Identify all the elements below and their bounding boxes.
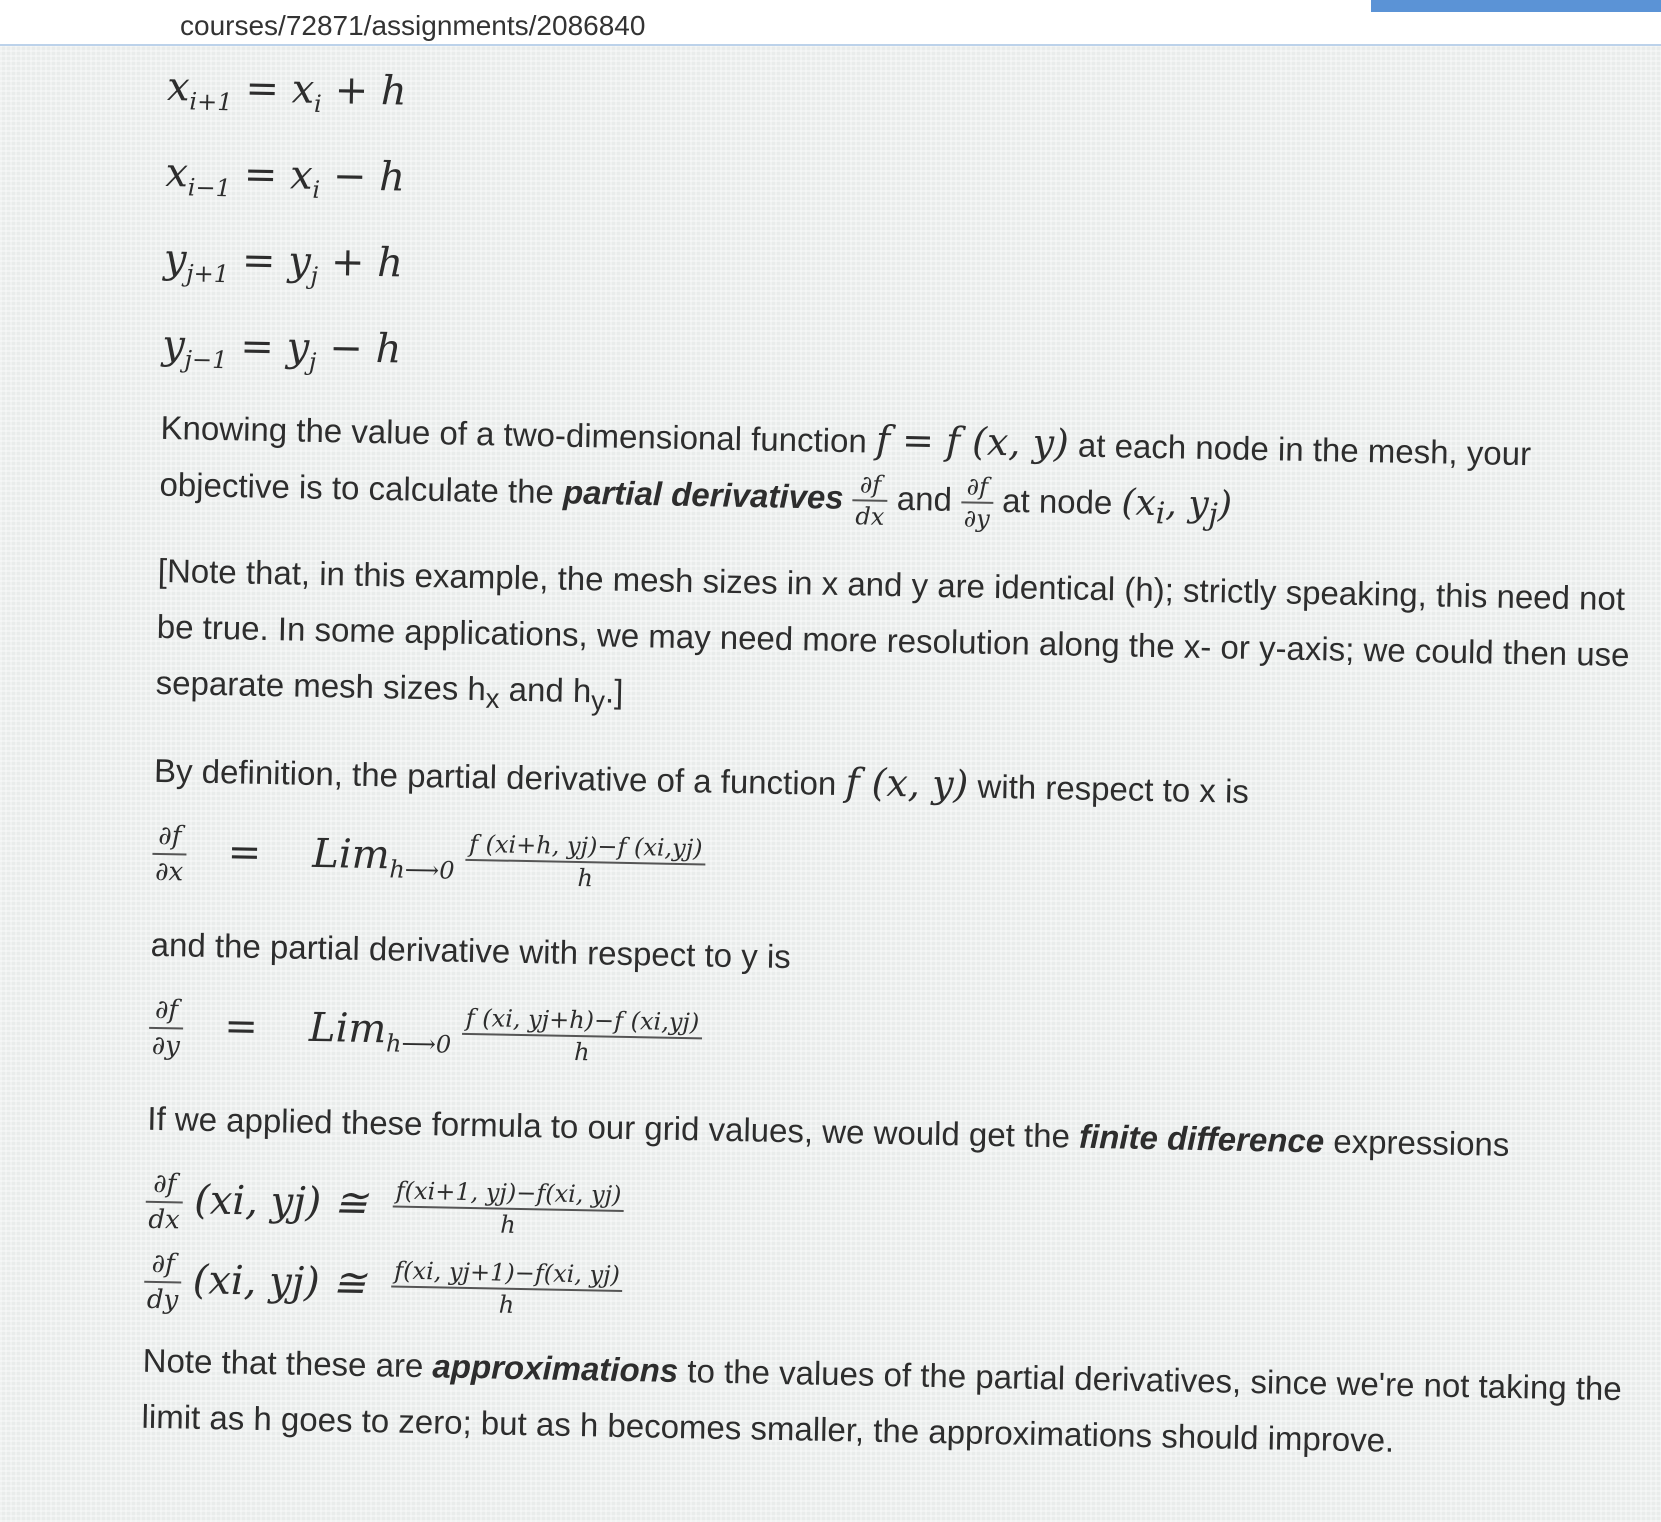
mesh-note-paragraph: [Note that, in this example, the mesh sizes in x and y are identical (h); strictly speaking, this need not be true. In some applications, we may need more resolution along the x- or y-axis; we could then use separate mesh sizes $h_x$ and $h_y$.] (155, 551, 1630, 717)
finite-difference-y: $\frac{\partial f}{dy}$ (xi, yj) ≅ $\frac{f(xi, yj+1)-f(xi, yj)}{h}$ (144, 1246, 1625, 1344)
mesh-equation-y-plus: $y_{j+1} = y_j + h$ (163, 235, 404, 290)
finite-difference-x: $\frac{\partial f}{dx}$ (xi, yj) ≅ $\frac{f(xi+1, yj)-f(xi, yj)}{h}$ (145, 1166, 1626, 1264)
browser-accent-strip (1371, 0, 1661, 12)
assignment-content (141, 44, 1648, 1493)
partial-y-limit-formula: $\frac{\partial f}{\partial y}$ = Lim$_{h⟶0}$ $\frac{f (xi, yj+h)-f (xi,yj)}{h}$ (148, 992, 1629, 1090)
partial-x-limit-formula: $\frac{\partial f}{\partial x}$ = Lim$_{h⟶0}$ $\frac{f (xi+h, yj)-f (xi,yj)}{h}$ (152, 818, 1633, 916)
mesh-equation-x-minus: $x_{i-1} = x_i - h$ (165, 149, 406, 204)
mesh-equation-y-minus: $y_{j-1} = y_j - h$ (161, 321, 402, 376)
approximation-note: Note that these are approximations to the values of the partial derivatives, since we're not taking the limit as h goes to zero; but as h becomes smaller, the approximations should improve. (141, 1341, 1623, 1459)
browser-address-bar[interactable] (0, 0, 1661, 46)
partial-y-intro: and the partial derivative with respect to y is (150, 925, 792, 975)
finite-difference-intro: If we applied these formula to our grid values, we would get the finite difference expressions (147, 1099, 1510, 1163)
objective-paragraph: Knowing the value of a two-dimensional function f = f (x, y) at each node in the mesh, your objective is to calculate the partial derivatives $\frac{\partial f}{dx}$ and $\frac{\partial f}{\partial y}$ at node ($x_i$, $y_j$) (159, 408, 1532, 533)
definition-paragraph: By definition, the partial derivative of a function f (x, y) with respect to x is (153, 751, 1250, 810)
url-text[interactable]: courses/72871/assignments/2086840 (180, 10, 646, 41)
mesh-equation-x-plus: $x_{i+1} = x_i + h$ (166, 63, 408, 118)
